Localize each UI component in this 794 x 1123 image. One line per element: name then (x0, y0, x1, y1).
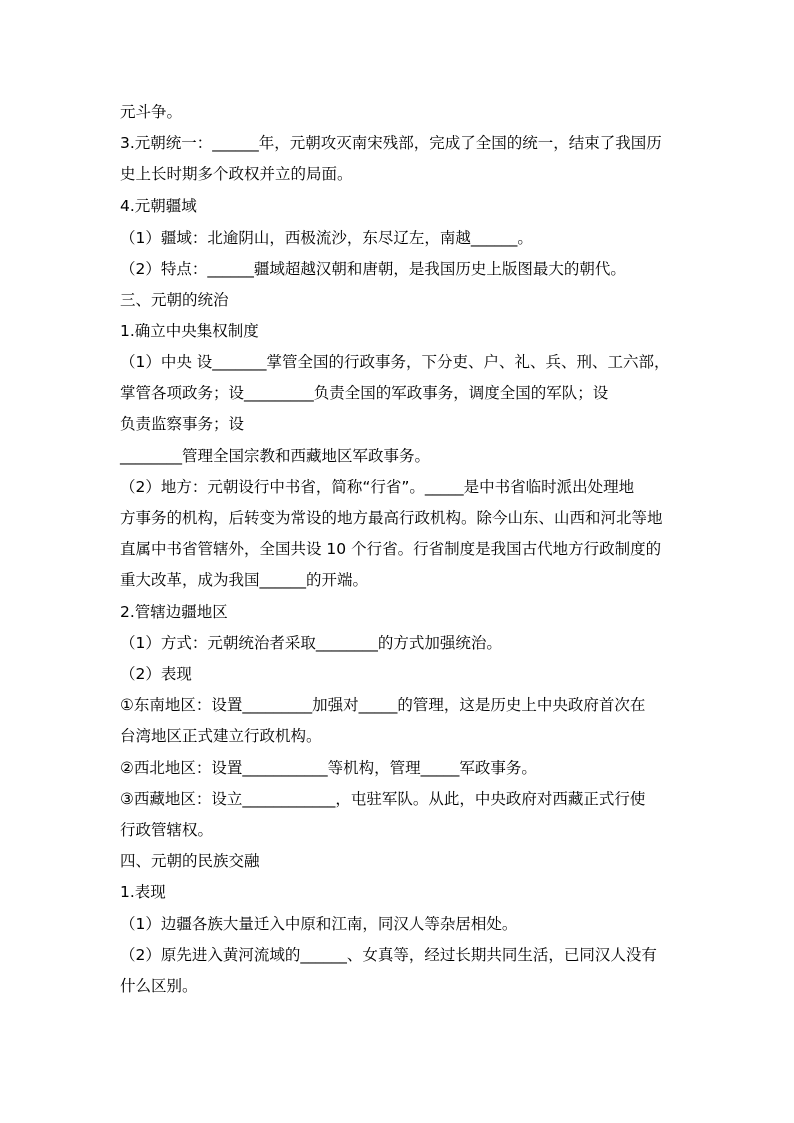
text-line: （1）方式：元朝统治者采取________的方式加强统治。 (120, 634, 502, 652)
chapter-heading: 四、元朝的民族交融 (120, 852, 260, 870)
text-line: 元斗争。 (120, 103, 183, 121)
text-line: （1）疆域：北逾阴山，西极流沙，东尽辽左，南越______。 (120, 229, 533, 247)
text-line: 负责监察事务；设 (120, 415, 245, 433)
text-line: 重大改革，成为我国______的开端。 (120, 571, 369, 589)
text-line: （1）中央 设_______掌管全国的行政事务，下分吏、户、礼、兵、刑、工六部， (120, 353, 670, 371)
text-line: 台湾地区正式建立行政机构。 (120, 727, 322, 745)
text-line: 直属中书省管辖外，全国共设 10 个行省。行省制度是我国古代地方行政制度的 (120, 540, 662, 558)
chapter-heading: 三、元朝的统治 (120, 291, 229, 309)
section-heading: 4.元朝疆域 (120, 197, 197, 215)
section-heading: 1.确立中央集权制度 (120, 322, 259, 340)
text-line: 方事务的机构，后转变为常设的地方最高行政机构。除今山东、山西和河北等地 (120, 509, 663, 527)
text-line: 行政管辖权。 (120, 821, 214, 839)
text-line: （2）表现 (120, 665, 192, 683)
text-line: ③西藏地区：设立____________，屯驻军队。从此，中央政府对西藏正式行使 (120, 790, 646, 808)
text-line: 什么区别。 (120, 977, 198, 995)
text-line: （1）边疆各族大量迁入中原和江南，同汉人等杂居相处。 (120, 915, 518, 933)
text-line: 史上长时期多个政权并立的局面。 (120, 165, 353, 183)
text-line: 掌管各项政务；设_________负责全国的军政事务，调度全国的军队；设 (120, 384, 609, 402)
text-line: ②西北地区：设置___________等机构，管理_____军政事务。 (120, 759, 537, 777)
text-line: ①东南地区：设置_________加强对_____的管理，这是历史上中央政府首次在 (120, 696, 646, 714)
section-heading: 2.管辖边疆地区 (120, 603, 228, 621)
text-line: （2）地方：元朝设行中书省，简称“行省”。_____是中书省临时派出处理地 (120, 478, 635, 496)
text-line: （2）特点：______疆域超越汉朝和唐朝，是我国历史上版图最大的朝代。 (120, 260, 626, 278)
text-line: 3.元朝统一：______年，元朝攻灭南宋残部，完成了全国的统一，结束了我国历 (120, 134, 662, 152)
text-line: （2）原先进入黄河流域的______、女真等，经过长期共同生活，已同汉人没有 (120, 946, 657, 964)
text-line: ________管理全国宗教和西藏地区军政事务。 (120, 447, 431, 465)
section-heading: 1.表现 (120, 883, 166, 901)
